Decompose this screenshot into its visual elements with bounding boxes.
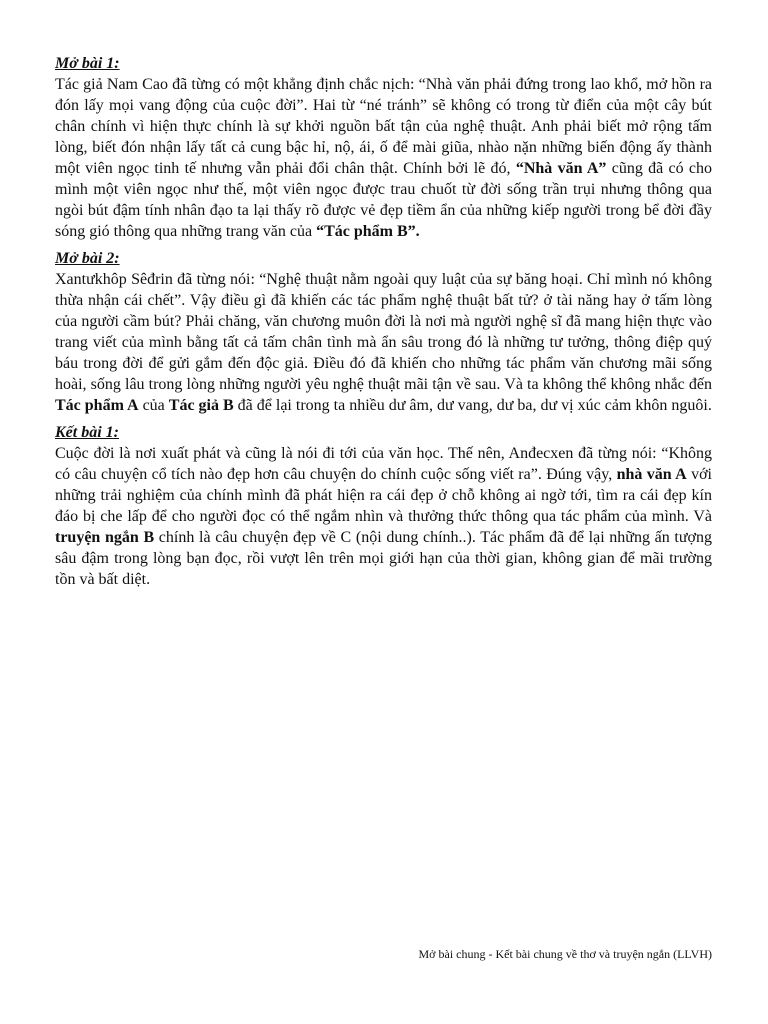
bold-phrase: “Tác phẩm B”.	[316, 223, 420, 240]
paragraph-text: Xantưkhôp Sêđrin đã từng nói: “Nghệ thuật nằm ngoài quy luật của sự băng hoại. Chỉ mình nó không thừa nhận cái chết”. Vậy điều gì đã khiến các tác phẩm nghệ thuật bất tử? ở tài năng hay ở tấm lòng của người cầm bút? Phải chăng, văn chương muôn đời là nơi mà người nghệ sĩ đã mang hiện thực vào trang viết của mình bằng tất cả tấm chân tình mà ẩn sâu trong đó là những tư tưởng, thông điệp quý báu trong đời để gửi gắm đến độc giả. Điều đó đã khiến cho những tác phẩm văn chương mãi sống hoài, sống lâu trong lòng những người yêu nghệ thuật mãi tận về sau. Và ta không thể không nhắc đến	[55, 271, 712, 393]
bold-phrase: truyện ngắn B	[55, 529, 155, 546]
section-heading: Mở bài 1:	[55, 55, 120, 72]
paragraph-text: của	[138, 397, 169, 414]
page-footer: Mở bài chung - Kết bài chung về thơ và truyện ngắn (LLVH)	[418, 947, 712, 961]
section-mo-bai-2	[55, 248, 712, 416]
paragraph-text: với những trải nghiệm của chính mình đã phát hiện ra cái đẹp ở chỗ không ai ngờ tới, tìm ra cái đẹp kín đáo bị che lấp để cho người đọc có thể ngắm nhìn và thưởng thức thông qua tác phẩm của mình. Và	[55, 466, 713, 525]
paragraph-text: chính là câu chuyện đẹp về C (nội dung chính..). Tác phẩm đã để lại những ấn tượng sâu đậm trong lòng bạn đọc, rồi vượt lên trên mọi giới hạn của thời gian, không gian để mãi trường tồn và bất diệt.	[55, 529, 712, 588]
section-heading: Kết bài 1:	[55, 424, 119, 441]
paragraph-text: đã để lại trong ta nhiều dư âm, dư vang, dư ba, dư vị xúc cảm khôn nguôi.	[233, 397, 712, 414]
bold-phrase: Tác phẩm A	[55, 397, 139, 414]
paragraph-text: cũng đã có cho mình một viên ngọc như thế, một viên ngọc được trau chuốt từ đời sống trần trụi nhưng thông qua ngòi bút đậm tính nhân đạo ta lại thấy rõ được vẻ đẹp tiềm ẩn của những kiếp người trong bể đời đầy sóng gió thông qua những trang văn của	[55, 160, 712, 240]
document-body	[55, 53, 712, 596]
section-paragraph	[55, 74, 712, 242]
paragraph-text: Tác giả Nam Cao đã từng có một khẳng định chắc nịch: “Nhà văn phải đứng trong lao khổ, mở hồn ra đón lấy mọi vang động của cuộc đời”. Hai từ “né tránh” sẽ không có trong từ điển của một cây bút chân chính vì hiện thực chính là sự khởi nguồn bất tận của nghệ thuật. Anh phải biết mở rộng tấm lòng, biết đón nhận lấy tất cả cung bậc hỉ, nộ, ái, ố để mài giũa, nhào nặn những biến động ấy thành một viên ngọc tinh tế nhưng vẫn phải đổi chân thật. Chính bởi lẽ đó,	[55, 76, 712, 177]
section-heading: Mở bài 2:	[55, 250, 120, 267]
section-ket-bai-1	[55, 422, 712, 590]
section-paragraph	[55, 269, 712, 416]
section-mo-bai-1	[55, 53, 712, 242]
bold-phrase: “Nhà văn A”	[515, 160, 607, 177]
paragraph-text: Cuộc đời là nơi xuất phát và cũng là nói đi tới của văn học. Thế nên, Anđecxen đã từng nói: “Không có câu chuyện cổ tích nào đẹp hơn câu chuyện do chính cuộc sống viết ra”. Đúng vậy,	[55, 445, 712, 483]
bold-phrase: Tác giả B	[168, 397, 234, 414]
section-paragraph	[55, 443, 712, 590]
bold-phrase: nhà văn A	[616, 466, 687, 483]
